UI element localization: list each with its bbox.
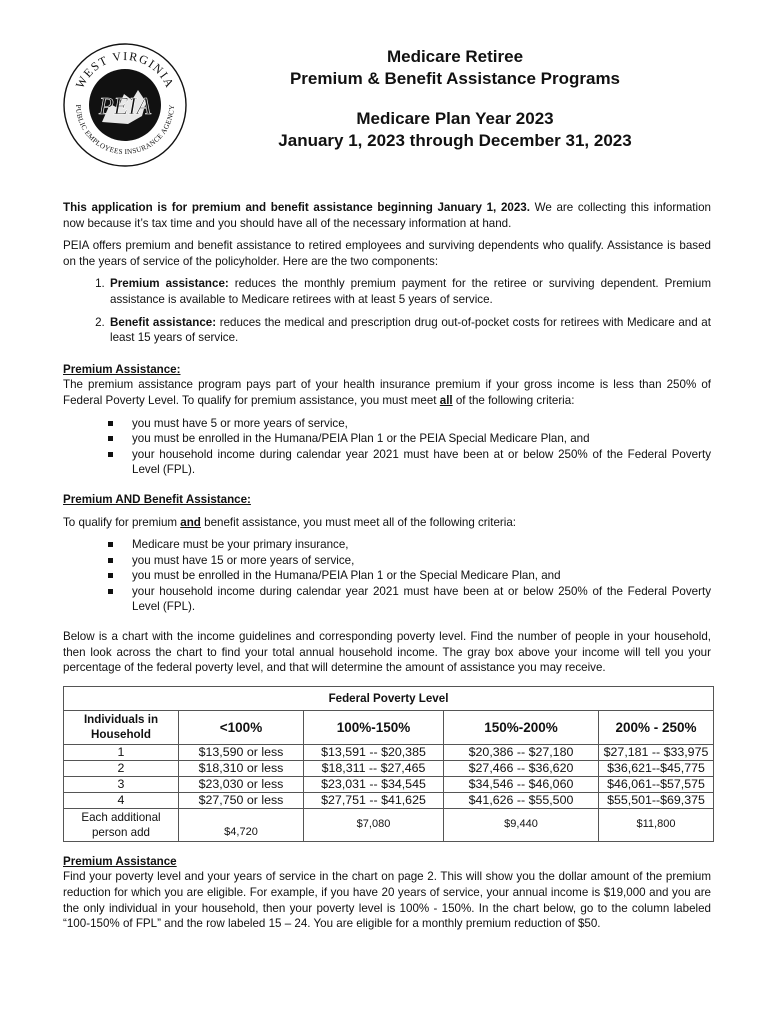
table-cell: $20,386 -- $27,180 <box>444 744 599 760</box>
document-body <box>63 200 711 939</box>
table-cell: $27,466 -- $36,620 <box>444 760 599 776</box>
row-label: Each additional person add <box>64 808 179 841</box>
column-header: <100% <box>179 710 304 744</box>
table-cell: $11,800 <box>599 808 714 841</box>
list-item: you must have 15 or more years of service, <box>108 553 711 569</box>
table-row <box>64 776 714 792</box>
list-item: you must have 5 or more years of service, <box>108 416 711 432</box>
table-cell: $13,590 or less <box>179 744 304 760</box>
list-item: Medicare must be your primary insurance, <box>108 537 711 553</box>
table-cell: $36,621--$45,775 <box>599 760 714 776</box>
table-row <box>64 792 714 808</box>
table-caption: Federal Poverty Level <box>64 686 714 710</box>
premium-criteria-list <box>63 416 711 478</box>
table-row <box>64 808 714 841</box>
table-cell: $27,751 -- $41,625 <box>304 792 444 808</box>
header-line-4: January 1, 2023 through December 31, 2023 <box>278 131 632 150</box>
seal-arc-bottom: PUBLIC EMPLOYEES INSURANCE AGENCY <box>73 104 177 156</box>
table-cell: $55,501--$69,375 <box>599 792 714 808</box>
table-cell: $7,080 <box>304 808 444 841</box>
table-row <box>64 760 714 776</box>
seal-arc-top: WEST VIRGINIA <box>72 48 178 91</box>
table-cell: $9,440 <box>444 808 599 841</box>
table-cell: $27,750 or less <box>179 792 304 808</box>
row-label: 3 <box>64 776 179 792</box>
document-header <box>190 46 720 152</box>
table-cell: $27,181 -- $33,975 <box>599 744 714 760</box>
table-cell: $41,626 -- $55,500 <box>444 792 599 808</box>
chart-intro-paragraph: Below is a chart with the income guidelines and corresponding poverty level. Find the number of people in your household, then look across the chart to find your total annual household income. The gray box above your income will tell you your percentage of the federal poverty level, and that will determine the amount of assistance you may receive. <box>63 630 711 675</box>
intro-paragraph-2: PEIA offers premium and benefit assistance to retired employees and surviving dependents who qualify. Assistance is based on the years of service of the policyholder. Here are the two components: <box>63 239 711 268</box>
header-line-3: Medicare Plan Year 2023 <box>356 109 554 128</box>
table-row <box>64 744 714 760</box>
table-cell: $13,591 -- $20,385 <box>304 744 444 760</box>
column-header: 100%-150% <box>304 710 444 744</box>
column-header: 200% - 250% <box>599 710 714 744</box>
table-cell: $46,061--$57,575 <box>599 776 714 792</box>
premium-assistance-heading: Premium Assistance: <box>63 362 181 376</box>
table-cell: $18,310 or less <box>179 760 304 776</box>
list-item: your household income during calendar year 2021 must have been at or below 250% of the Federal Poverty Level (FPL). <box>108 447 711 478</box>
intro-paragraph-1 <box>63 200 711 231</box>
peia-seal-logo <box>62 42 188 168</box>
premium-assistance-2-text: Find your poverty level and your years of service in the chart on page 2. This will show you the dollar amount of the premium reduction for which you are eligible. For example, if you have 20 years of service, your annual income is $19,000 and you are the only individual in your household, then your poverty level is 100% - 150%. In the chart below, go to the column labeled “100-150% of FPL” and the row labeled 15 – 24. You are eligible for a monthly premium reduction of $50. <box>63 870 711 931</box>
poverty-level-table <box>63 686 714 842</box>
list-item: you must be enrolled in the Humana/PEIA Plan 1 or the Special Medicare Plan, and <box>108 568 711 584</box>
row-label: 4 <box>64 792 179 808</box>
premium-benefit-text: To qualify for premium and benefit assistance, you must meet all of the following criteria: <box>63 515 517 529</box>
component-item: 1. Premium assistance: reduces the monthly premium payment for the retiree or surviving dependent. Premium assistance is available to Medicare retirees with at least 5 years of service. <box>108 276 711 307</box>
intro-rest-text: We are collecting this information now because it’s tax time and you should have all of the necessary information at hand. <box>63 201 711 230</box>
list-item: you must be enrolled in the Humana/PEIA Plan 1 or the PEIA Special Medicare Plan, and <box>108 431 711 447</box>
header-line-2: Premium & Benefit Assistance Programs <box>289 69 621 88</box>
component-item: 2. Benefit assistance: reduces the medical and prescription drug out-of-pocket costs for retirees with Medicare and at least 15 years of service. <box>108 315 711 346</box>
premium-benefit-criteria-list <box>63 537 711 615</box>
column-header: 150%-200% <box>444 710 599 744</box>
premium-assistance-text: The premium assistance program pays part of your health insurance premium if your gross income is less than 250% of Federal Poverty Level. To qualify for premium assistance, you must meet all of the following criteria: <box>63 378 711 407</box>
table-cell: $18,311 -- $27,465 <box>304 760 444 776</box>
table-cell: $23,031 -- $34,545 <box>304 776 444 792</box>
table-cell: $34,546 -- $46,060 <box>444 776 599 792</box>
table-cell: $23,030 or less <box>179 776 304 792</box>
header-line-1: Medicare Retiree <box>386 47 524 66</box>
row-header-label: Individuals in Household <box>64 710 179 744</box>
table-cell: $4,720 <box>179 808 304 841</box>
row-label: 2 <box>64 760 179 776</box>
seal-center-text: PEIA <box>99 94 151 120</box>
row-label: 1 <box>64 744 179 760</box>
components-list <box>63 276 711 345</box>
premium-assistance-2-heading: Premium Assistance <box>63 854 177 868</box>
intro-bold-text: This application is for premium and benefit assistance beginning January 1, 2023. <box>63 201 530 214</box>
list-item: your household income during calendar year 2021 must have been at or below 250% of the Federal Poverty Level (FPL). <box>108 584 711 615</box>
premium-benefit-heading: Premium AND Benefit Assistance: <box>63 492 251 506</box>
